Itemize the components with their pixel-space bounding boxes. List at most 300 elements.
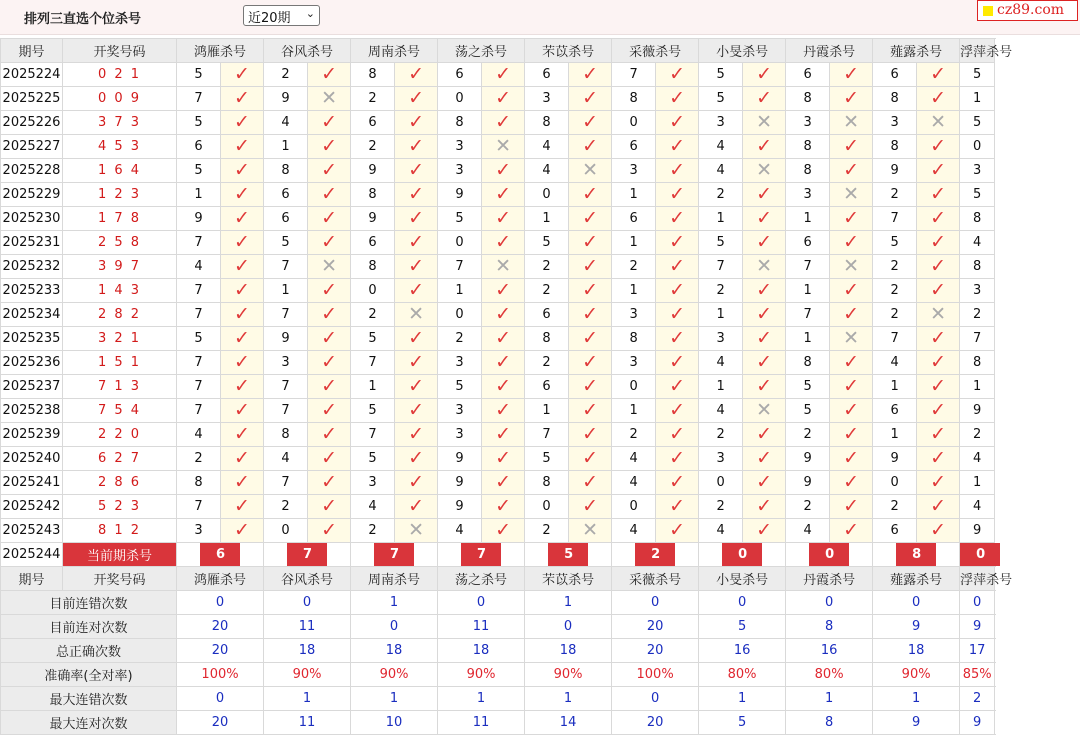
- checkmark-icon: ✓: [843, 351, 860, 373]
- logo-text: cz89.com: [997, 2, 1065, 18]
- cross-icon: ✕: [408, 519, 424, 541]
- checkmark-icon: ✓: [582, 279, 599, 301]
- checkmark-icon: ✓: [756, 519, 773, 541]
- kill-value: 0: [438, 87, 482, 111]
- summary-value: 90%: [438, 663, 525, 687]
- kill-value: 4: [612, 447, 656, 471]
- result-mark: [308, 303, 351, 327]
- result-mark: [917, 495, 960, 519]
- issue-number: 2025241: [1, 471, 63, 495]
- result-mark: [830, 519, 873, 543]
- checkmark-icon: ✓: [843, 471, 860, 493]
- checkmark-icon: ✓: [930, 375, 947, 397]
- result-mark: [395, 303, 438, 327]
- cross-icon: ✕: [495, 135, 512, 157]
- site-logo[interactable]: [977, 0, 1078, 21]
- checkmark-icon: ✓: [495, 111, 512, 133]
- checkmark-icon: ✓: [234, 159, 250, 181]
- summary-value: 18: [351, 639, 438, 663]
- kill-value: 2: [525, 279, 569, 303]
- result-mark: [917, 471, 960, 495]
- checkmark-icon: ✓: [582, 399, 599, 421]
- current-label: 当前期杀号: [63, 543, 177, 567]
- kill-value: 5: [960, 183, 995, 207]
- result-mark: [743, 351, 786, 375]
- result-mark: [656, 471, 699, 495]
- draw-number: 5 2 3: [63, 495, 177, 519]
- kill-value: 3: [177, 519, 221, 543]
- summary-value: 17: [960, 639, 995, 663]
- current-kill-cell: [873, 543, 960, 567]
- checkmark-icon: ✓: [321, 471, 337, 493]
- cross-icon: ✕: [756, 255, 773, 277]
- kill-value: 3: [786, 111, 830, 135]
- current-kill-cell: [699, 543, 786, 567]
- kill-value: 5: [786, 375, 830, 399]
- result-mark: [830, 255, 873, 279]
- issue-number: 2025229: [1, 183, 63, 207]
- summary-value: 100%: [177, 663, 264, 687]
- checkmark-icon: ✓: [582, 111, 599, 133]
- table-row: [1, 279, 995, 303]
- summary-value: 80%: [786, 663, 873, 687]
- checkmark-icon: ✓: [234, 63, 250, 85]
- result-mark: [569, 63, 612, 87]
- checkmark-icon: ✓: [756, 471, 773, 493]
- kill-value: 7: [786, 303, 830, 327]
- checkmark-icon: ✓: [234, 303, 250, 325]
- result-mark: [743, 375, 786, 399]
- result-mark: [482, 207, 525, 231]
- result-mark: [656, 447, 699, 471]
- checkmark-icon: ✓: [495, 159, 512, 181]
- checkmark-icon: ✓: [843, 231, 860, 253]
- result-mark: [917, 399, 960, 423]
- col-header-expert: 浮萍杀号: [960, 39, 995, 63]
- result-mark: [308, 231, 351, 255]
- checkmark-icon: ✓: [669, 63, 686, 85]
- issue-number: 2025224: [1, 63, 63, 87]
- result-mark: [482, 519, 525, 543]
- current-issue: 2025244: [1, 543, 63, 567]
- cross-icon: ✕: [756, 399, 773, 421]
- cross-icon: ✕: [582, 519, 599, 541]
- result-mark: [830, 135, 873, 159]
- result-mark: [221, 423, 264, 447]
- result-mark: [482, 135, 525, 159]
- result-mark: [482, 87, 525, 111]
- kill-value: 6: [525, 303, 569, 327]
- result-mark: [743, 159, 786, 183]
- result-mark: [482, 327, 525, 351]
- summary-value: 90%: [351, 663, 438, 687]
- summary-row: [1, 591, 995, 615]
- checkmark-icon: ✓: [930, 519, 947, 541]
- draw-number: 1 2 3: [63, 183, 177, 207]
- kill-value: 6: [786, 63, 830, 87]
- summary-row: [1, 687, 995, 711]
- result-mark: [221, 447, 264, 471]
- kill-value: 3: [351, 471, 395, 495]
- kill-value: 5: [351, 447, 395, 471]
- result-mark: [308, 327, 351, 351]
- checkmark-icon: ✓: [930, 63, 947, 85]
- result-mark: [569, 399, 612, 423]
- col-header-expert: 丹霞杀号: [786, 39, 873, 63]
- summary-value: 18: [873, 639, 960, 663]
- summary-row: [1, 639, 995, 663]
- checkmark-icon: ✓: [234, 375, 250, 397]
- table-row: [1, 471, 995, 495]
- result-mark: [221, 279, 264, 303]
- result-mark: [221, 399, 264, 423]
- summary-value: 8: [786, 711, 873, 735]
- checkmark-icon: ✓: [843, 495, 860, 517]
- kill-value: 0: [612, 111, 656, 135]
- checkmark-icon: ✓: [582, 375, 599, 397]
- draw-number: 2 8 6: [63, 471, 177, 495]
- kill-value: 7: [177, 279, 221, 303]
- result-mark: [308, 375, 351, 399]
- checkmark-icon: ✓: [321, 111, 337, 133]
- result-mark: [569, 471, 612, 495]
- result-mark: [395, 87, 438, 111]
- checkmark-icon: ✓: [321, 375, 337, 397]
- result-mark: [743, 327, 786, 351]
- checkmark-icon: ✓: [756, 63, 773, 85]
- kill-value: 4: [612, 471, 656, 495]
- cross-icon: ✕: [843, 183, 860, 205]
- checkmark-icon: ✓: [234, 399, 250, 421]
- issue-number: 2025232: [1, 255, 63, 279]
- kill-value: 2: [873, 279, 917, 303]
- checkmark-icon: ✓: [495, 519, 512, 541]
- kill-value: 2: [873, 183, 917, 207]
- col-header-issue: 期号: [1, 567, 63, 591]
- draw-number: 4 5 3: [63, 135, 177, 159]
- kill-value: 7: [873, 327, 917, 351]
- issue-number: 2025233: [1, 279, 63, 303]
- result-mark: [221, 207, 264, 231]
- summary-value: 18: [264, 639, 351, 663]
- result-mark: [482, 495, 525, 519]
- kill-value: 1: [786, 207, 830, 231]
- checkmark-icon: ✓: [582, 231, 599, 253]
- draw-number: 6 2 7: [63, 447, 177, 471]
- kill-value: 1: [786, 279, 830, 303]
- checkmark-icon: ✓: [234, 471, 250, 493]
- kill-value: 2: [438, 327, 482, 351]
- checkmark-icon: ✓: [669, 255, 686, 277]
- result-mark: [830, 207, 873, 231]
- checkmark-icon: ✓: [756, 375, 773, 397]
- kill-value: 8: [786, 159, 830, 183]
- result-mark: [308, 255, 351, 279]
- result-mark: [395, 327, 438, 351]
- kill-value: 2: [177, 447, 221, 471]
- period-select[interactable]: [243, 5, 320, 26]
- kill-value: 8: [786, 351, 830, 375]
- kill-value: 8: [525, 111, 569, 135]
- checkmark-icon: ✓: [234, 495, 250, 517]
- kill-value: 8: [264, 423, 308, 447]
- result-mark: [569, 375, 612, 399]
- table-row: [1, 519, 995, 543]
- result-mark: [743, 519, 786, 543]
- result-mark: [917, 519, 960, 543]
- col-header-expert: 鸿雁杀号: [177, 39, 264, 63]
- kill-value: 8: [351, 255, 395, 279]
- checkmark-icon: ✓: [756, 351, 773, 373]
- summary-value: 0: [438, 591, 525, 615]
- result-mark: [308, 351, 351, 375]
- result-mark: [395, 135, 438, 159]
- result-mark: [830, 375, 873, 399]
- checkmark-icon: ✓: [582, 207, 599, 229]
- checkmark-icon: ✓: [321, 279, 337, 301]
- checkmark-icon: ✓: [582, 303, 599, 325]
- kill-value: 1: [525, 399, 569, 423]
- table-row: [1, 135, 995, 159]
- checkmark-icon: ✓: [582, 87, 599, 109]
- result-mark: [743, 495, 786, 519]
- kill-value: 5: [525, 447, 569, 471]
- col-header-expert: 薤露杀号: [873, 39, 960, 63]
- result-mark: [830, 351, 873, 375]
- checkmark-icon: ✓: [408, 159, 424, 181]
- kill-value: 1: [699, 207, 743, 231]
- checkmark-icon: ✓: [930, 351, 947, 373]
- checkmark-icon: ✓: [930, 159, 947, 181]
- issue-number: 2025235: [1, 327, 63, 351]
- cross-icon: ✕: [321, 87, 337, 109]
- kill-value: 2: [351, 303, 395, 327]
- result-mark: [743, 303, 786, 327]
- summary-value: 1: [786, 687, 873, 711]
- checkmark-icon: ✓: [669, 159, 686, 181]
- kill-value: 4: [351, 495, 395, 519]
- result-mark: [395, 231, 438, 255]
- result-mark: [743, 183, 786, 207]
- checkmark-icon: ✓: [408, 279, 424, 301]
- checkmark-icon: ✓: [321, 495, 337, 517]
- current-kill-value: 6: [200, 543, 240, 566]
- checkmark-icon: ✓: [234, 231, 250, 253]
- checkmark-icon: ✓: [756, 231, 773, 253]
- checkmark-icon: ✓: [495, 375, 512, 397]
- table-row: [1, 159, 995, 183]
- checkmark-icon: ✓: [930, 447, 947, 469]
- checkmark-icon: ✓: [582, 351, 599, 373]
- kill-value: 3: [264, 351, 308, 375]
- kill-value: 5: [177, 111, 221, 135]
- result-mark: [569, 207, 612, 231]
- checkmark-icon: ✓: [930, 207, 947, 229]
- result-mark: [569, 519, 612, 543]
- result-mark: [482, 183, 525, 207]
- kill-value: 7: [177, 375, 221, 399]
- summary-value: 11: [438, 615, 525, 639]
- checkmark-icon: ✓: [930, 135, 947, 157]
- draw-number: 2 5 8: [63, 231, 177, 255]
- checkmark-icon: ✓: [495, 447, 512, 469]
- checkmark-icon: ✓: [756, 87, 773, 109]
- checkmark-icon: ✓: [495, 63, 512, 85]
- checkmark-icon: ✓: [669, 399, 686, 421]
- result-mark: [482, 399, 525, 423]
- result-mark: [830, 327, 873, 351]
- checkmark-icon: ✓: [669, 87, 686, 109]
- kill-value: 9: [438, 495, 482, 519]
- kill-value: 3: [438, 135, 482, 159]
- kill-value: 8: [960, 207, 995, 231]
- kill-value: 2: [873, 255, 917, 279]
- result-mark: [482, 279, 525, 303]
- kill-value: 8: [351, 63, 395, 87]
- checkmark-icon: ✓: [843, 303, 860, 325]
- kill-value: 4: [960, 495, 995, 519]
- checkmark-icon: ✓: [843, 375, 860, 397]
- kill-value: 1: [873, 423, 917, 447]
- checkmark-icon: ✓: [234, 519, 250, 541]
- result-mark: [743, 471, 786, 495]
- kill-value: 5: [699, 231, 743, 255]
- current-kill-value: 8: [896, 543, 936, 566]
- cross-icon: ✕: [408, 303, 424, 325]
- kill-value: 2: [699, 423, 743, 447]
- checkmark-icon: ✓: [669, 471, 686, 493]
- col-header-expert: 小旻杀号: [699, 567, 786, 591]
- result-mark: [743, 255, 786, 279]
- result-mark: [830, 303, 873, 327]
- checkmark-icon: ✓: [321, 399, 337, 421]
- kill-value: 0: [525, 183, 569, 207]
- kill-value: 6: [177, 135, 221, 159]
- checkmark-icon: ✓: [321, 327, 337, 349]
- kill-value: 7: [525, 423, 569, 447]
- checkmark-icon: ✓: [756, 327, 773, 349]
- result-mark: [830, 279, 873, 303]
- col-header-draw: 开奖号码: [63, 39, 177, 63]
- table-row: [1, 327, 995, 351]
- kill-value: 3: [438, 159, 482, 183]
- result-mark: [308, 423, 351, 447]
- kill-value: 1: [612, 231, 656, 255]
- kill-value: 5: [786, 399, 830, 423]
- summary-value: 9: [960, 615, 995, 639]
- kill-value: 4: [699, 135, 743, 159]
- result-mark: [917, 183, 960, 207]
- col-header-expert: 谷风杀号: [264, 567, 351, 591]
- result-mark: [656, 159, 699, 183]
- kill-value: 4: [960, 231, 995, 255]
- kill-value: 0: [525, 495, 569, 519]
- kill-number-table: [0, 38, 1013, 735]
- kill-value: 8: [960, 255, 995, 279]
- checkmark-icon: ✓: [321, 303, 337, 325]
- table-row: [1, 351, 995, 375]
- summary-value: 80%: [699, 663, 786, 687]
- result-mark: [569, 351, 612, 375]
- result-mark: [656, 87, 699, 111]
- issue-number: 2025234: [1, 303, 63, 327]
- issue-number: 2025227: [1, 135, 63, 159]
- checkmark-icon: ✓: [495, 303, 512, 325]
- col-header-expert: 浮萍杀号: [960, 567, 995, 591]
- checkmark-icon: ✓: [582, 183, 599, 205]
- checkmark-icon: ✓: [669, 495, 686, 517]
- summary-value: 0: [177, 687, 264, 711]
- draw-number: 2 2 0: [63, 423, 177, 447]
- checkmark-icon: ✓: [408, 495, 424, 517]
- result-mark: [395, 423, 438, 447]
- checkmark-icon: ✓: [756, 303, 773, 325]
- kill-value: 1: [699, 375, 743, 399]
- draw-number: 1 5 1: [63, 351, 177, 375]
- checkmark-icon: ✓: [930, 255, 947, 277]
- result-mark: [743, 87, 786, 111]
- summary-label: 最大连错次数: [1, 687, 177, 711]
- issue-number: 2025231: [1, 231, 63, 255]
- kill-value: 7: [699, 255, 743, 279]
- kill-value: 4: [612, 519, 656, 543]
- current-kill-value: 7: [374, 543, 414, 566]
- result-mark: [395, 183, 438, 207]
- result-mark: [395, 519, 438, 543]
- checkmark-icon: ✓: [495, 351, 512, 373]
- issue-number: 2025243: [1, 519, 63, 543]
- kill-value: 9: [960, 519, 995, 543]
- checkmark-icon: ✓: [408, 207, 424, 229]
- result-mark: [656, 279, 699, 303]
- summary-value: 8: [786, 615, 873, 639]
- kill-value: 6: [351, 231, 395, 255]
- checkmark-icon: ✓: [408, 111, 424, 133]
- draw-number: 7 5 4: [63, 399, 177, 423]
- draw-number: 0 2 1: [63, 63, 177, 87]
- checkmark-icon: ✓: [582, 495, 599, 517]
- kill-value: 2: [960, 303, 995, 327]
- summary-value: 90%: [873, 663, 960, 687]
- result-mark: [656, 111, 699, 135]
- result-mark: [221, 111, 264, 135]
- kill-value: 7: [612, 63, 656, 87]
- checkmark-icon: ✓: [495, 207, 512, 229]
- summary-label: 准确率(全对率): [1, 663, 177, 687]
- checkmark-icon: ✓: [408, 63, 424, 85]
- kill-value: 5: [873, 231, 917, 255]
- checkmark-icon: ✓: [669, 231, 686, 253]
- kill-value: 1: [264, 279, 308, 303]
- summary-value: 9: [873, 711, 960, 735]
- kill-value: 2: [351, 135, 395, 159]
- result-mark: [482, 159, 525, 183]
- checkmark-icon: ✓: [495, 399, 512, 421]
- draw-number: 1 6 4: [63, 159, 177, 183]
- kill-value: 6: [264, 183, 308, 207]
- kill-value: 6: [612, 207, 656, 231]
- draw-number: 7 1 3: [63, 375, 177, 399]
- summary-value: 16: [699, 639, 786, 663]
- kill-value: 3: [438, 399, 482, 423]
- result-mark: [221, 375, 264, 399]
- checkmark-icon: ✓: [234, 87, 250, 109]
- checkmark-icon: ✓: [582, 447, 599, 469]
- checkmark-icon: ✓: [234, 423, 250, 445]
- chevron-down-icon: ⌄: [305, 7, 315, 20]
- result-mark: [308, 447, 351, 471]
- result-mark: [656, 231, 699, 255]
